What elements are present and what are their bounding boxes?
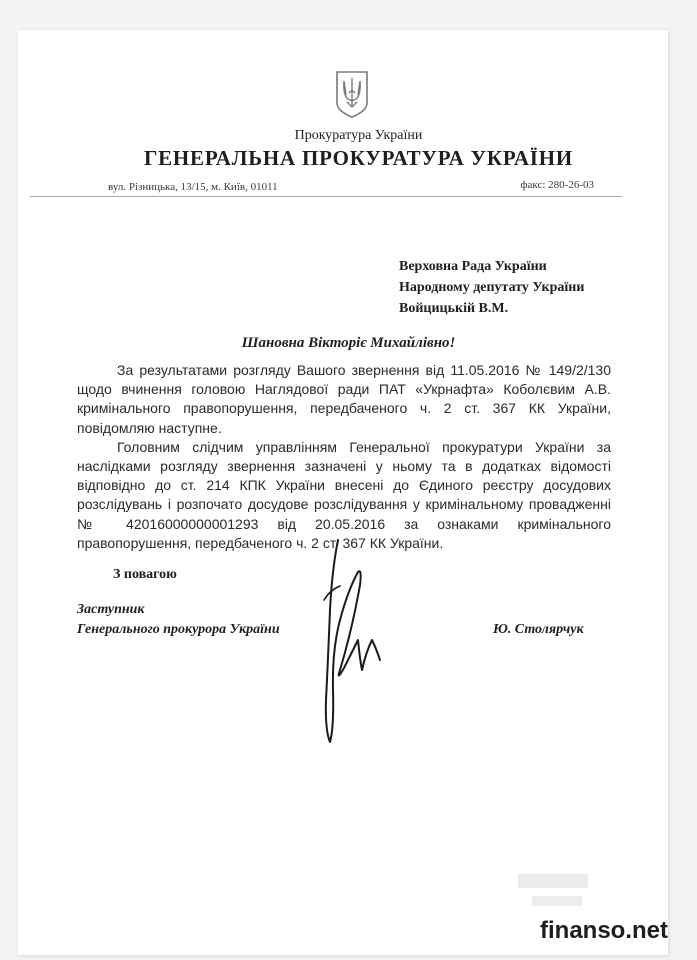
organization-title: ГЕНЕРАЛЬНА ПРОКУРАТУРА УКРАЇНИ	[143, 146, 574, 170]
organization-address: вул. Різницька, 13/15, м. Київ, 01011	[108, 181, 278, 193]
organization-fax: факс: 280-26-03	[520, 179, 594, 191]
body-paragraph-2: Головним слідчим управлінням Генеральної прокуратури України за наслідками розгляду звернення зазначені у ньому та в додатках відомості відповідно до ст. 214 КПК України внесені до Єдиного реєстру досудових розслідувань і розпочато досудове розслідування у кримінальному провадженні № 42016000000001293 від 20.05.2016 за ознаками кримінального правопорушення, передбаченого ч. 2 ст. 367 КК України.	[77, 438, 611, 551]
trident-emblem-icon	[334, 69, 370, 119]
salutation: Шановна Вікторіє Михайлівно!	[241, 335, 456, 351]
signatory-name: Ю. Столярчук	[493, 622, 584, 637]
letter-body	[77, 361, 611, 553]
recipient-block	[399, 256, 584, 319]
organization-subtitle: Прокуратура України	[294, 128, 423, 143]
recipient-line-1: Верховна Рада України	[399, 259, 547, 274]
recipient-line-3: Войцицькій В.М.	[399, 301, 509, 316]
closing-regards: З повагою	[113, 567, 177, 582]
scan-fold-line	[30, 196, 622, 197]
faint-stamp-mark	[510, 870, 600, 920]
signatory-title-line-1: Заступник	[77, 602, 145, 617]
site-watermark: finanso.net	[540, 917, 669, 944]
signatory-title-line-2: Генерального прокурора України	[77, 622, 280, 637]
handwritten-signature	[300, 530, 410, 750]
recipient-line-2: Народному депутату України	[399, 280, 585, 295]
body-paragraph-1: За результатами розгляду Вашого звернення від 11.05.2016 № 149/2/130 щодо вчинення головою Наглядової ради ПАТ «Укрнафта» Коболєвим А.В. кримінального правопорушення, передбаченого ч. 2 ст. 367 КК України, повідомляю наступне.	[77, 362, 611, 436]
